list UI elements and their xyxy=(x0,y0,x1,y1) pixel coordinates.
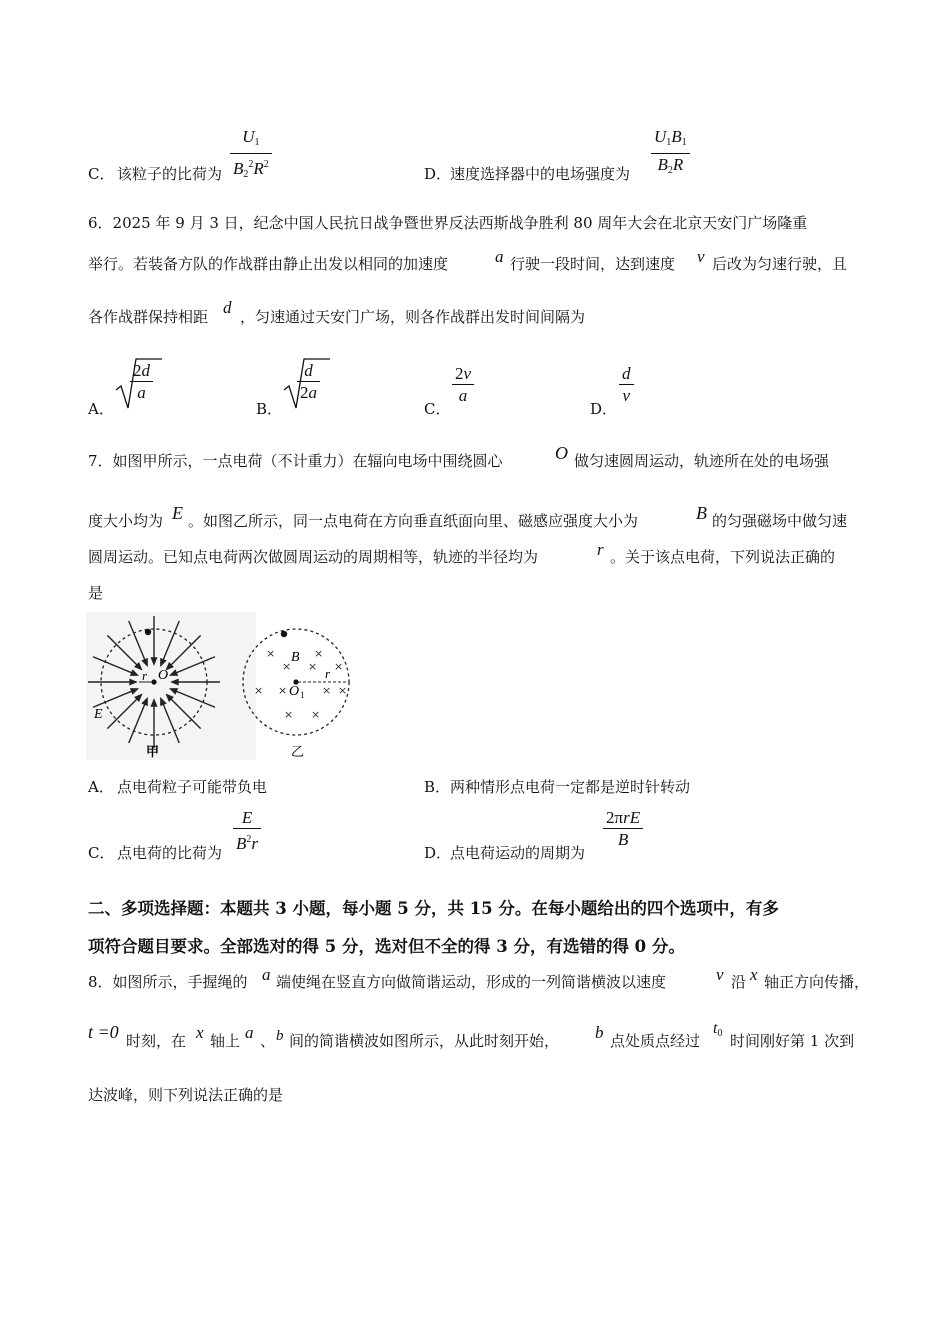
cross-mark: × xyxy=(308,660,318,673)
q6-option-a-formula: 2d a xyxy=(130,361,153,404)
left-figure-label-r: r xyxy=(142,668,148,683)
q8-var-a: a xyxy=(262,965,271,984)
cross-mark: × xyxy=(282,660,292,673)
right-figure-label-o1-sub: 1 xyxy=(300,690,305,700)
cross-mark: × xyxy=(314,647,324,660)
q6-option-d-formula: d v xyxy=(619,364,634,407)
q7-option-a-letter: A． xyxy=(88,778,114,796)
q6-option-c-formula: 2v a xyxy=(452,364,474,407)
q7-line-2a: 度大小均为 xyxy=(88,512,164,530)
cross-mark: × xyxy=(266,647,276,660)
q8-var-t0: $t_0$ xyxy=(713,1020,723,1039)
section-2-heading-line-1: 二、多项选择题：本题共 3 小题，每小题 5 分，共 15 分。在每小题给出的四个选项中，有多 xyxy=(88,899,779,918)
cross-mark: × xyxy=(284,708,294,721)
q8-line-1b: 端使绳在竖直方向做简谐运动，形成的一列简谐横波以速度 xyxy=(276,973,667,991)
q7-option-a-text: 点电荷粒子可能带负电 xyxy=(117,778,268,796)
q5-option-c-text: 该粒子的比荷为 xyxy=(117,165,223,183)
q8-var-b-2: b xyxy=(595,1023,604,1042)
q7-line-3b: 。关于该点电荷，下列说法正确的 xyxy=(610,548,836,566)
q6-line-2c: 后改为匀速行驶，且 xyxy=(712,255,848,273)
magnetic-field-diagram xyxy=(243,629,349,760)
q5-option-c-letter: C． xyxy=(88,165,115,183)
left-figure-caption: 甲 xyxy=(146,745,160,760)
right-figure-label-o1: O xyxy=(289,684,300,699)
q6-option-a-letter: A． xyxy=(88,400,114,418)
q6-var-a: a xyxy=(495,247,504,266)
q8-line-3: 达波峰，则下列说法正确的是 xyxy=(88,1086,284,1104)
q7-option-b-text: 两种情形点电荷一定都是逆时针转动 xyxy=(450,778,691,796)
q6-line-3a: 各作战群保持相距 xyxy=(88,308,209,326)
q8-t-equals-zero: t =0 xyxy=(88,1022,119,1042)
q6-option-b-formula: d 2a xyxy=(297,361,320,404)
q6-line-2b: 行驶一段时间，达到速度 xyxy=(510,255,676,273)
q7-line-1a: 7．如图甲所示，一点电荷（不计重力）在辐向电场中围绕圆心 xyxy=(88,452,503,470)
q8-var-a-2: a xyxy=(245,1023,254,1042)
q7-figure xyxy=(86,612,366,764)
q7-option-b-letter: B． xyxy=(424,778,451,796)
cross-mark: × xyxy=(278,684,288,697)
q7-option-c-text: 点电荷的比荷为 xyxy=(117,844,223,862)
q8-line-2d: 间的简谐横波如图所示，从此时刻开始， xyxy=(289,1032,560,1050)
q8-line-2e: 点处质点经过 xyxy=(610,1032,701,1050)
q6-line-3b: ，匀速通过天安门广场，则各作战群出发时间间隔为 xyxy=(240,308,586,326)
q6-option-c-letter: C． xyxy=(424,400,451,418)
right-figure-caption: 乙 xyxy=(291,745,305,760)
q5-option-d-letter: D． xyxy=(424,165,452,183)
q8-line-1c: 沿 xyxy=(731,973,747,991)
q8-var-b: b xyxy=(276,1028,284,1044)
q8-line-1d: 轴正方向传播， xyxy=(764,973,870,991)
q8-var-x-2: x xyxy=(196,1023,204,1042)
left-figure-label-e: E xyxy=(94,707,103,722)
q8-line-2a: 时刻，在 xyxy=(126,1032,187,1050)
q7-option-d-formula: 2πrE B xyxy=(603,808,643,851)
q6-line-2a: 举行。若装备方队的作战群由静止出发以相同的加速度 xyxy=(88,255,449,273)
cross-mark: × xyxy=(311,708,321,721)
q6-option-b-letter: B． xyxy=(256,400,283,418)
q5-option-d-text: 速度选择器中的电场强度为 xyxy=(450,165,631,183)
q7-option-c-letter: C． xyxy=(88,844,115,862)
q8-var-v: v xyxy=(716,965,724,984)
right-figure-label-r: r xyxy=(325,666,331,681)
section-2-heading-line-2: 项符合题目要求。全部选对的得 5 分，选对但不全的得 3 分，有选错的得 0 分。 xyxy=(88,937,685,956)
q8-line-1a: 8．如图所示，手握绳的 xyxy=(88,973,248,991)
cross-mark: × xyxy=(254,684,264,697)
q7-line-1b: 做匀速圆周运动，轨迹所在处的电场强 xyxy=(574,452,830,470)
cross-mark: × xyxy=(334,660,344,673)
q8-var-x: x xyxy=(750,965,758,984)
q7-line-2b: 。如图乙所示，同一点电荷在方向垂直纸面向里、磁感应强度大小为 xyxy=(188,512,639,530)
q7-line-2c: 的匀强磁场中做匀速 xyxy=(712,512,848,530)
q6-line-1: 6．2025 年 9 月 3 日，纪念中国人民抗日战争暨世界反法西斯战争胜利 80 周年大会在北京天安门广场隆重 xyxy=(88,214,808,232)
q6-var-d: d xyxy=(223,298,232,317)
q5-option-d-formula: $U_1B_1$ $B_2R$ xyxy=(651,127,690,182)
q7-var-e: E xyxy=(172,503,183,523)
q7-line-4: 是 xyxy=(88,584,104,602)
q7-var-b: B xyxy=(696,503,707,523)
q8-line-2b: 轴上 xyxy=(210,1032,241,1050)
q7-var-r: r xyxy=(597,540,604,559)
q6-option-d-letter: D． xyxy=(590,400,618,418)
q7-option-d-text: 点电荷运动的周期为 xyxy=(450,844,586,862)
q7-option-d-letter: D． xyxy=(424,844,452,862)
cross-mark: × xyxy=(338,684,348,697)
cross-mark: × xyxy=(322,684,332,697)
q7-var-o: O xyxy=(555,443,568,463)
right-figure-label-b: B xyxy=(291,650,300,665)
q8-line-2c: 、 xyxy=(260,1032,276,1050)
left-figure-label-o: O xyxy=(158,668,169,683)
q7-line-3a: 圆周运动。已知点电荷两次做圆周运动的周期相等，轨迹的半径均为 xyxy=(88,548,539,566)
q7-option-c-formula: E $B^2r$ xyxy=(233,808,261,855)
q6-var-v: v xyxy=(697,247,705,266)
q5-option-c-formula: $U_1$ $B_2^2R^2$ xyxy=(230,127,272,186)
q8-line-2f: 时间刚好第 1 次到 xyxy=(730,1032,855,1050)
